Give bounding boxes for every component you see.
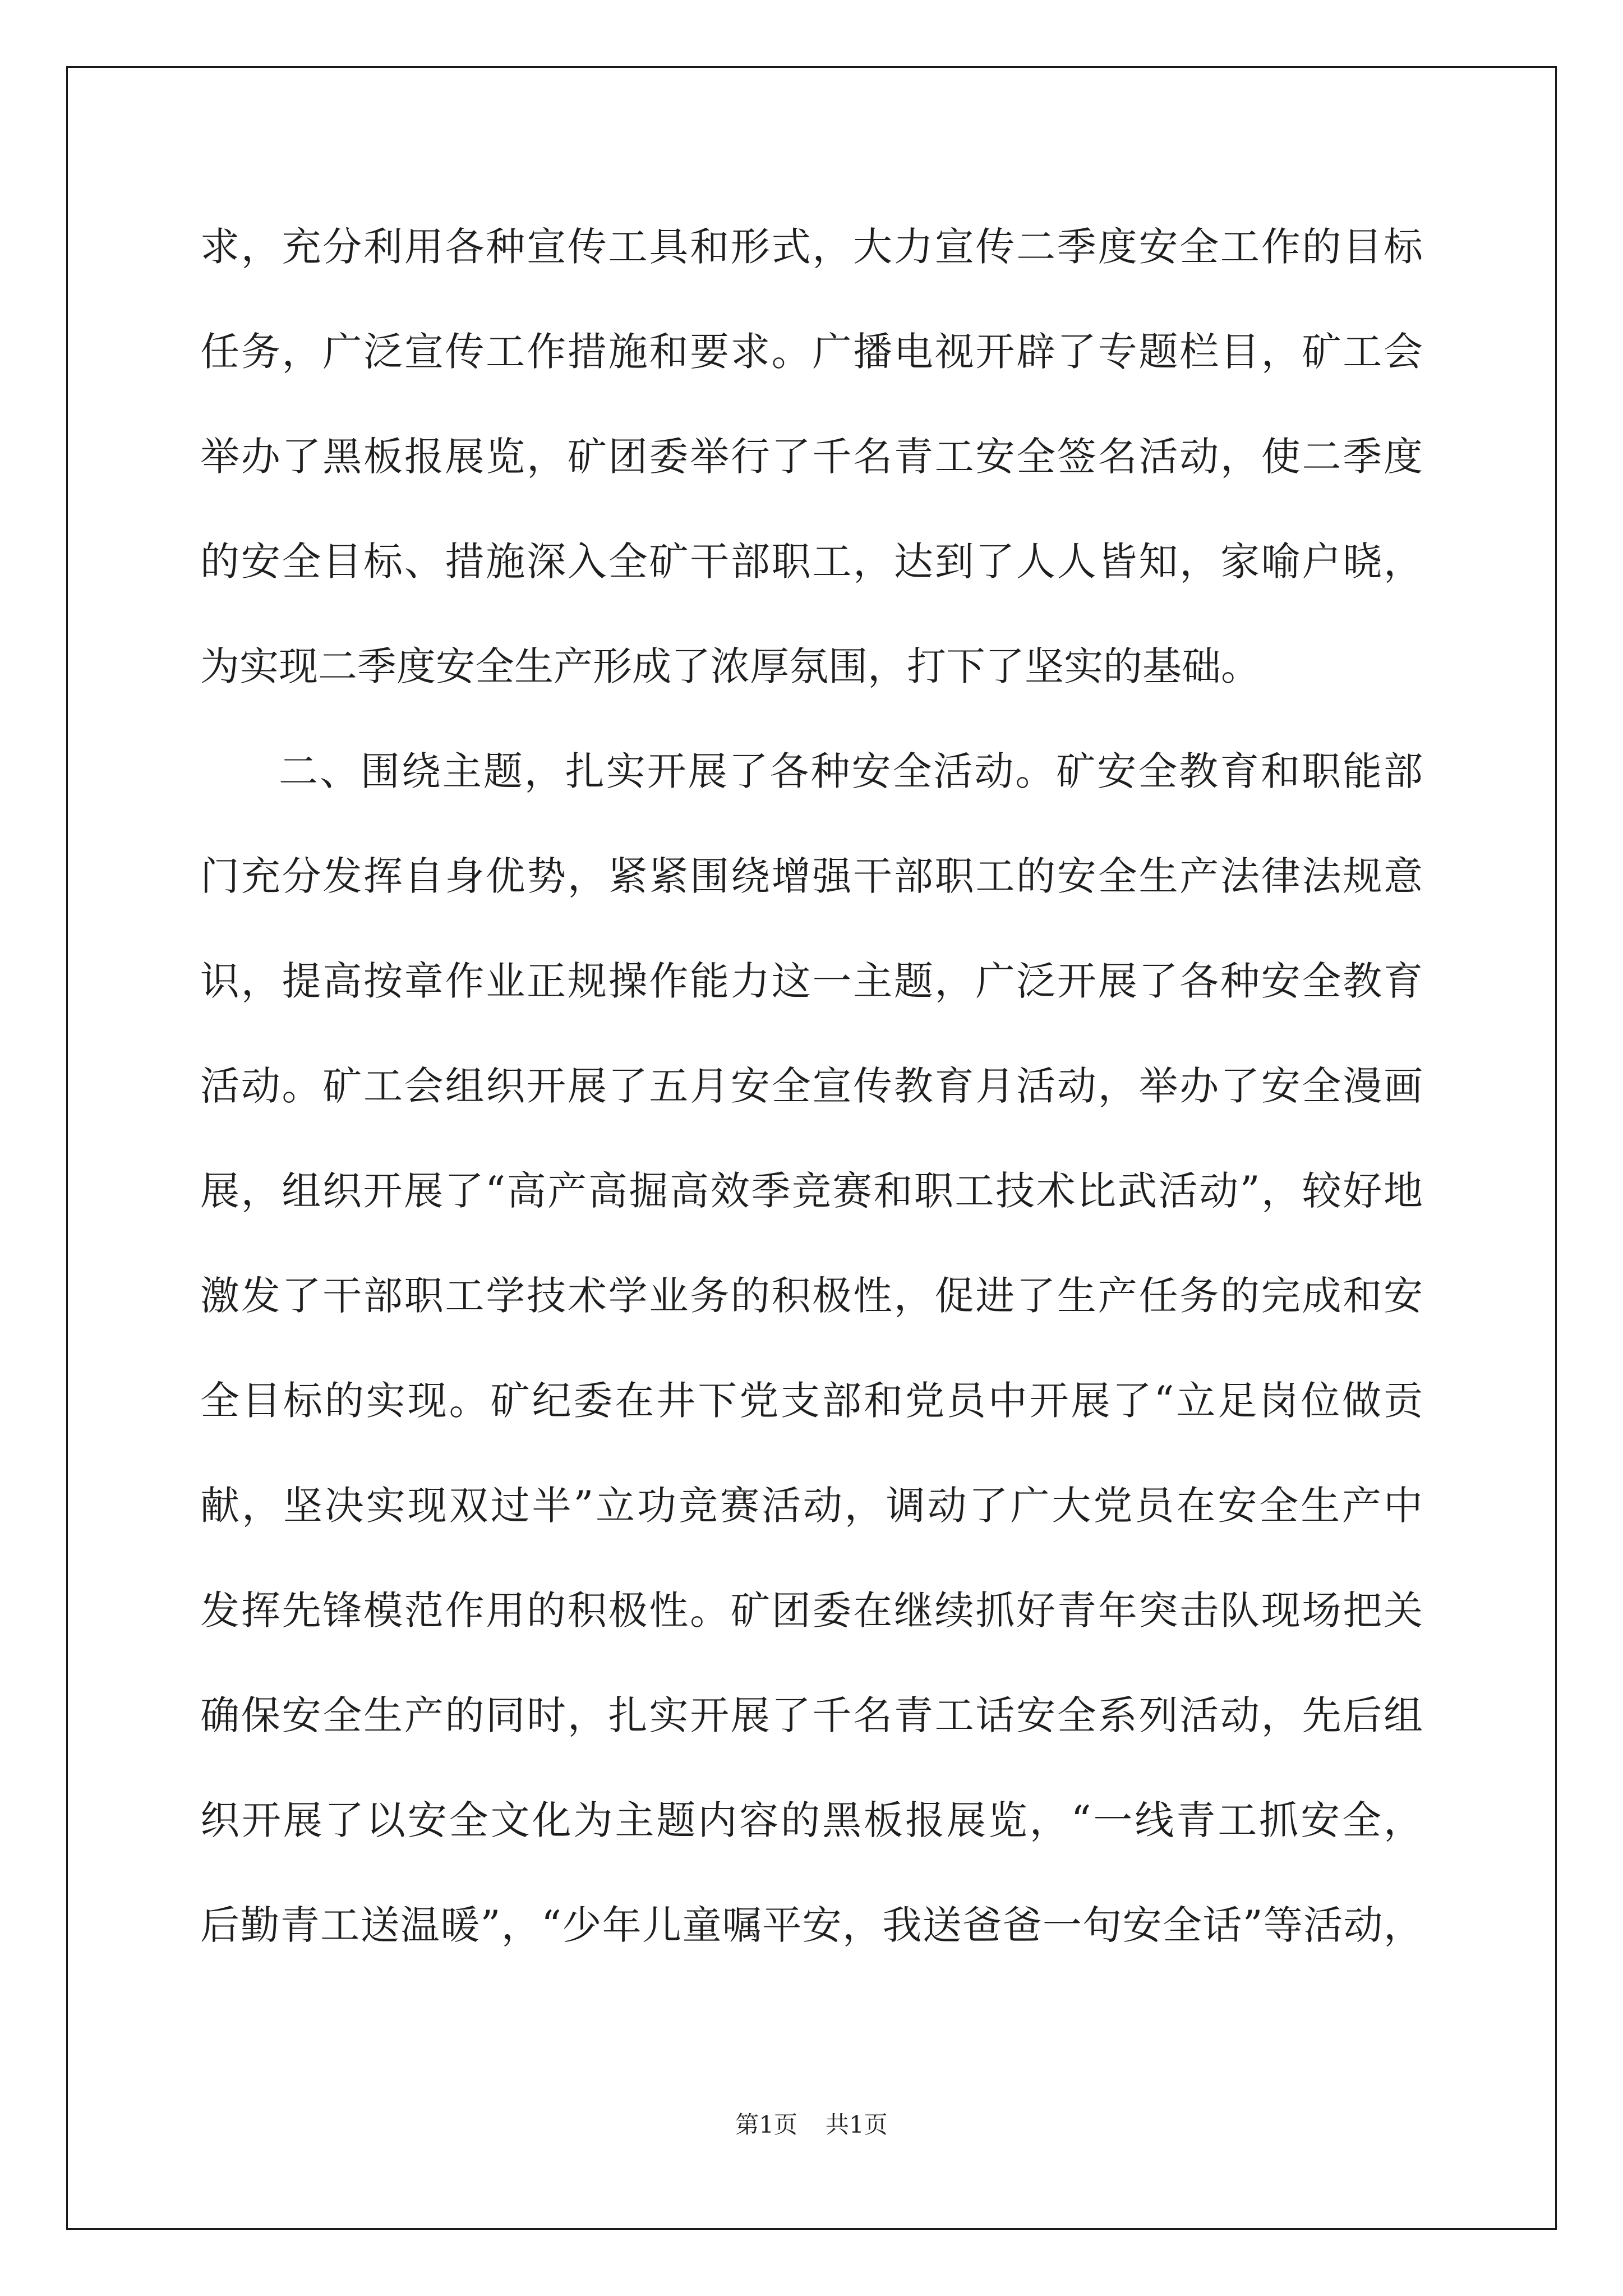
document-body bbox=[200, 213, 1423, 1996]
text-line: 确保安全生产的同时，扎实开展了千名青工话安全系列活动，先后组 bbox=[200, 1692, 1423, 1738]
text-line: 献，坚决实现双过半”立功竞赛活动，调动了广大党员在安全生产中 bbox=[200, 1483, 1423, 1529]
text-line: 后勤青工送温暖”，“少年儿童嘱平安，我送爸爸一句安全话”等活动， bbox=[200, 1902, 1423, 1948]
text-line: 织开展了以安全文化为主题内容的黑板报展览，“一线青工抓安全， bbox=[200, 1797, 1423, 1843]
text-line: 二、围绕主题，扎实开展了各种安全活动。矿安全教育和职能部 bbox=[279, 748, 1423, 794]
text-line: 展，组织开展了“高产高掘高效季竞赛和职工技术比武活动”，较好地 bbox=[200, 1168, 1423, 1214]
text-line: 举办了黑板报展览，矿团委举行了千名青工安全签名活动，使二季度 bbox=[200, 434, 1423, 480]
text-line: 识，提高按章作业正规操作能力这一主题，广泛开展了各种安全教育 bbox=[200, 958, 1423, 1004]
text-line: 求，充分利用各种宣传工具和形式，大力宣传二季度安全工作的目标 bbox=[200, 224, 1423, 270]
page-number-current: 第1页 bbox=[735, 2111, 797, 2138]
text-line: 门充分发挥自身优势，紧紧围绕增强干部职工的安全生产法律法规意 bbox=[200, 853, 1423, 899]
text-line: 任务，广泛宣传工作措施和要求。广播电视开辟了专题栏目，矿工会 bbox=[200, 329, 1423, 375]
page-number-total: 共1页 bbox=[826, 2111, 888, 2138]
text-line: 发挥先锋模范作用的积极性。矿团委在继续抓好青年突击队现场把关 bbox=[200, 1588, 1423, 1634]
text-line: 的安全目标、措施深入全矿干部职工，达到了人人皆知，家喻户晓， bbox=[200, 539, 1423, 585]
text-line: 活动。矿工会组织开展了五月安全宣传教育月活动，举办了安全漫画 bbox=[200, 1063, 1423, 1109]
text-line: 为实现二季度安全生产形成了浓厚氛围，打下了坚实的基础。 bbox=[200, 643, 1260, 689]
text-line: 全目标的实现。矿纪委在井下党支部和党员中开展了“立足岗位做贡 bbox=[200, 1378, 1423, 1424]
text-line: 激发了干部职工学技术学业务的积极性，促进了生产任务的完成和安 bbox=[200, 1273, 1423, 1319]
page-footer bbox=[0, 2106, 1623, 2140]
